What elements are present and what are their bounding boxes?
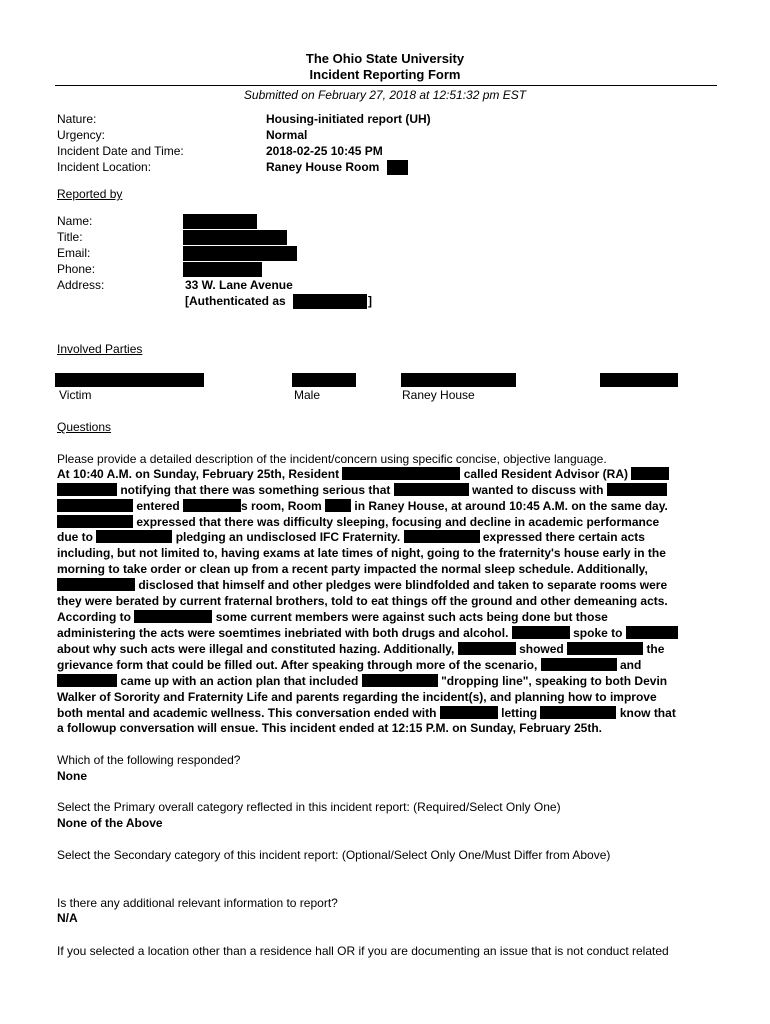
desc-text: in Raney House, at around 10:45 A.M. on the same day.: [354, 499, 668, 513]
auth-suffix: ]: [368, 294, 372, 308]
desc-text: about why such acts were illegal and constituted hazing. Additionally,: [57, 642, 455, 656]
party-residence: Raney House: [402, 388, 475, 402]
desc-text: some current members were against such acts being done but those: [215, 610, 608, 624]
title-label: Title:: [57, 230, 83, 244]
redaction-room-number: [387, 160, 408, 175]
location-value: Raney House Room: [266, 160, 380, 174]
redaction: [183, 499, 241, 512]
involved-parties-heading: Involved Parties: [57, 342, 143, 356]
redaction: [342, 467, 460, 480]
redaction: [57, 483, 117, 496]
name-label: Name:: [57, 214, 93, 228]
redaction-party-field-2: [292, 373, 356, 387]
desc-text: administering the acts were soemtimes inebriated with both drugs and alcohol.: [57, 626, 509, 640]
address-label: Address:: [57, 278, 105, 292]
redaction: [96, 530, 172, 543]
urgency-label: Urgency:: [57, 128, 106, 142]
questions-heading: Questions: [57, 420, 112, 434]
nature-label: Nature:: [57, 112, 97, 126]
desc-text: According to: [57, 610, 131, 624]
desc-text: Walker of Sorority and Fraternity Life and parents regarding the incident(s), and planning how to improve: [57, 690, 657, 704]
redaction: [540, 706, 616, 719]
desc-text: they were berated by current fraternal brothers, told to eat things off the ground and other demeaning acts.: [57, 594, 668, 608]
redaction: [394, 483, 469, 496]
desc-text: expressed there certain acts: [482, 530, 645, 544]
email-label: Email:: [57, 246, 91, 260]
desc-text: grievance form that could be filled out. After speaking through more of the scenario,: [57, 658, 538, 672]
redaction-party-field-4: [600, 373, 678, 387]
answer-responded: None: [57, 769, 87, 783]
submitted-timestamp: Submitted on February 27, 2018 at 12:51:32 pm EST: [243, 88, 527, 102]
redaction: [631, 467, 669, 480]
desc-text: wanted to discuss with: [472, 483, 604, 497]
desc-text: disclosed that himself and other pledges were blindfolded and taken to separate rooms were: [138, 578, 668, 592]
redaction: [134, 610, 212, 623]
desc-text: know that: [619, 706, 676, 720]
answer-primary-category: None of the Above: [57, 816, 163, 830]
desc-text: notifying that there was something serious that: [120, 483, 391, 497]
redaction: [626, 626, 678, 639]
desc-text: both mental and academic wellness. This conversation ended with: [57, 706, 437, 720]
redaction: [57, 578, 135, 591]
redaction: [404, 530, 480, 543]
urgency-value: Normal: [266, 128, 308, 142]
redaction: [607, 483, 667, 496]
question-description: Please provide a detailed description of the incident/concern using specific concise, objective language.: [57, 452, 607, 466]
location-label: Incident Location:: [57, 160, 152, 174]
redaction: [541, 658, 617, 671]
desc-text: pledging an undisclosed IFC Fraternity.: [175, 530, 401, 544]
header-rule: [55, 85, 717, 86]
redaction: [57, 674, 117, 687]
desc-text: showed: [519, 642, 564, 656]
question-primary-category: Select the Primary overall category reflected in this incident report: (Required/Select Only One): [57, 800, 561, 814]
party-gender: Male: [294, 388, 321, 402]
desc-text: At 10:40 A.M. on Sunday, February 25th, Resident: [57, 467, 340, 481]
desc-text: entered: [136, 499, 180, 513]
redaction: [57, 499, 133, 512]
desc-text: the: [646, 642, 665, 656]
redaction: [325, 499, 351, 512]
reported-by-heading: Reported by: [57, 187, 123, 201]
desc-text: came up with an action plan that included: [120, 674, 359, 688]
desc-text: and: [619, 658, 642, 672]
question-additional-info: Is there any additional relevant information to report?: [57, 896, 338, 910]
desc-text: s room, Room: [241, 499, 322, 513]
redaction-reporter-email: [183, 246, 297, 261]
redaction: [567, 642, 643, 655]
desc-text: including, but not limited to, having exams at late times of night, going to the fraternity's house early in the: [57, 546, 666, 560]
form-title: Incident Reporting Form: [309, 67, 461, 82]
question-location-other: If you selected a location other than a residence hall OR if you are documenting an issue that is not conduct related: [57, 944, 669, 958]
desc-text: a followup conversation will ensue. This incident ended at 12:15 P.M. on Sunday, February 25th.: [57, 721, 603, 735]
datetime-label: Incident Date and Time:: [57, 144, 184, 158]
datetime-value: 2018-02-25 10:45 PM: [266, 144, 383, 158]
redaction-reporter-name: [183, 214, 257, 229]
redaction: [362, 674, 438, 687]
party-role: Victim: [59, 388, 92, 402]
phone-label: Phone:: [57, 262, 96, 276]
desc-text: due to: [57, 530, 93, 544]
desc-text: morning to take order or clean up from a recent party impacted the normal sleep schedule. Additionally,: [57, 562, 648, 576]
desc-text: called Resident Advisor (RA): [463, 467, 629, 481]
auth-prefix: [Authenticated as: [185, 294, 286, 308]
desc-text: letting: [501, 706, 538, 720]
redaction-reporter-phone: [183, 262, 262, 277]
university-title: The Ohio State University: [305, 51, 465, 66]
nature-value: Housing-initiated report (UH): [266, 112, 431, 126]
redaction-party-field-3: [401, 373, 516, 387]
redaction: [458, 642, 516, 655]
redaction: [512, 626, 570, 639]
redaction: [57, 515, 133, 528]
desc-text: "dropping line", speaking to both Devin: [441, 674, 668, 688]
redaction-auth-id: [293, 294, 367, 309]
question-secondary-category: Select the Secondary category of this incident report: (Optional/Select Only One/Must Differ from Above): [57, 848, 611, 862]
address-value: 33 W. Lane Avenue: [185, 278, 293, 292]
desc-text: spoke to: [573, 626, 623, 640]
redaction-party-name: [55, 373, 204, 387]
desc-text: expressed that there was difficulty sleeping, focusing and decline in academic performance: [136, 515, 660, 529]
answer-additional-info: N/A: [57, 911, 78, 925]
redaction-reporter-title: [183, 230, 287, 245]
redaction: [440, 706, 498, 719]
question-responded: Which of the following responded?: [57, 753, 241, 767]
